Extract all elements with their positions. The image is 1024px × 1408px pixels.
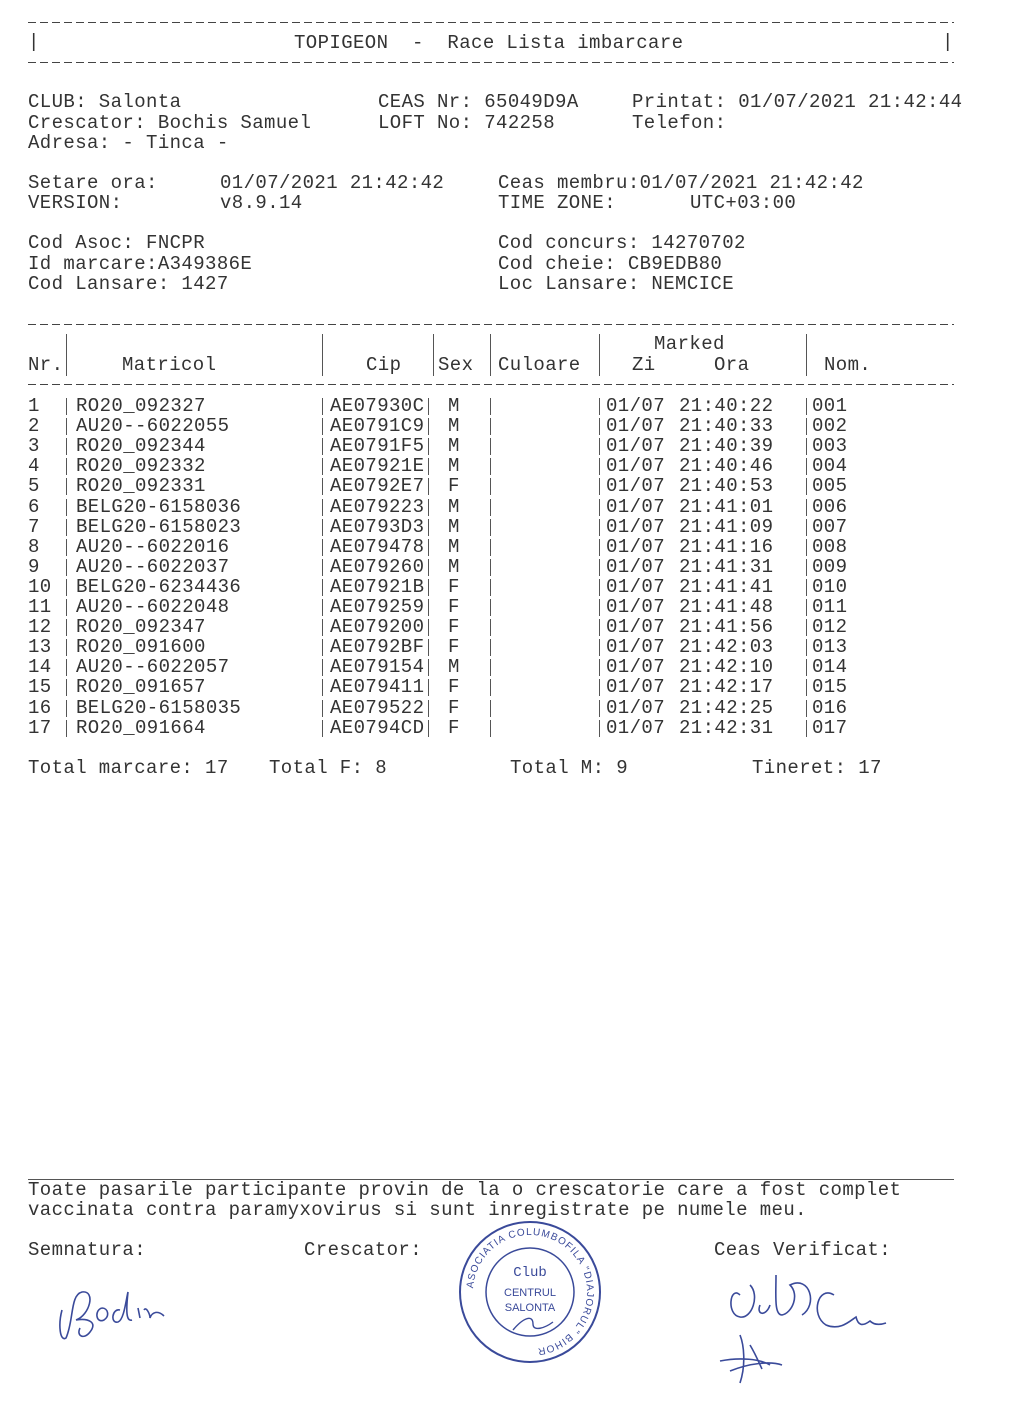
col-divider: [806, 499, 807, 516]
col-divider: [806, 559, 807, 576]
col-divider: [490, 458, 491, 475]
col-divider: [66, 639, 67, 656]
col-header-sex: Sex: [438, 354, 474, 376]
row-nr: 4: [28, 455, 40, 478]
col-divider: [428, 478, 429, 495]
crescator-label: Crescator:: [304, 1239, 423, 1261]
row-sex: F: [448, 696, 460, 719]
col-divider: [322, 639, 323, 656]
row-sex: M: [448, 535, 460, 558]
row-nr: 14: [28, 656, 52, 679]
club-stamp: [455, 1218, 605, 1366]
col-divider: [806, 418, 807, 435]
row-matricol: BELG20-6158035: [76, 696, 242, 719]
total-f: Total F: 8: [269, 757, 388, 779]
col-divider: [66, 519, 67, 536]
row-sex: F: [448, 616, 460, 639]
col-divider: [490, 679, 491, 696]
col-divider: [428, 559, 429, 576]
row-cip: AE0791C9: [330, 415, 425, 438]
col-divider: [428, 398, 429, 415]
col-divider: [599, 478, 600, 495]
col-divider: [428, 539, 429, 556]
col-divider: [322, 478, 323, 495]
cod-cheie: Cod cheie: CB9EDB80: [498, 253, 723, 275]
col-divider: [66, 418, 67, 435]
table-row: [0, 698, 1024, 718]
row-ora: 21:41:31: [679, 555, 774, 578]
row-nr: 10: [28, 575, 52, 598]
col-divider: [806, 679, 807, 696]
row-matricol: AU20--6022037: [76, 555, 230, 578]
row-zi: 01/07: [606, 596, 666, 618]
title-box-top-border: [28, 22, 954, 23]
col-divider: [806, 619, 807, 636]
col-divider: [599, 458, 600, 475]
table-row: [0, 476, 1024, 496]
table-row: [0, 416, 1024, 436]
id-marcare: Id marcare:A349386E: [28, 253, 253, 275]
row-zi: 01/07: [606, 415, 666, 438]
col-divider: [599, 438, 600, 455]
col-divider: [599, 559, 600, 576]
adresa: Adresa: - Tinca -: [28, 132, 229, 154]
col-divider: [806, 334, 807, 376]
stamp-salonta-text: SALONTA: [504, 1302, 556, 1314]
col-divider: [490, 700, 491, 717]
stamp-ring-text: ASOCIATIA COLUMBOFILA "DIAJORUL" BIHOR: [465, 1226, 596, 1357]
total-m: Total M: 9: [510, 757, 629, 779]
row-matricol: BELG20-6158023: [76, 515, 242, 538]
row-ora: 21:41:01: [679, 495, 774, 518]
row-ora: 21:40:39: [679, 435, 774, 458]
col-divider: [599, 619, 600, 636]
row-cip: AE0794CD: [330, 716, 425, 739]
ceas-nr: CEAS Nr: 65049D9A: [378, 91, 579, 113]
col-divider: [599, 579, 600, 596]
version-value: v8.9.14: [220, 192, 303, 214]
row-sex: F: [448, 676, 460, 699]
row-matricol: RO20_092344: [76, 435, 206, 458]
col-divider: [322, 334, 323, 376]
table-row: [0, 537, 1024, 557]
row-nom: 002: [812, 415, 848, 438]
col-divider: [66, 579, 67, 596]
col-divider: [322, 579, 323, 596]
col-divider: [66, 478, 67, 495]
col-divider: [490, 438, 491, 455]
col-header-nr: Nr.: [28, 354, 64, 376]
row-nr: 3: [28, 435, 40, 458]
row-matricol: RO20_092331: [76, 475, 206, 498]
col-divider: [490, 579, 491, 596]
col-divider: [66, 499, 67, 516]
col-header-culoare: Culoare: [498, 354, 581, 376]
table-row: [0, 577, 1024, 597]
col-divider: [806, 519, 807, 536]
row-zi: 01/07: [606, 636, 666, 659]
title-box-left-edge: |: [28, 31, 40, 53]
row-zi: 01/07: [606, 535, 666, 558]
col-divider: [428, 720, 429, 737]
row-ora: 21:42:17: [679, 676, 774, 699]
row-matricol: BELG20-6158036: [76, 495, 242, 518]
row-nr: 9: [28, 555, 40, 578]
row-nom: 006: [812, 495, 848, 518]
row-nom: 014: [812, 656, 848, 679]
col-divider: [490, 559, 491, 576]
row-zi: 01/07: [606, 696, 666, 719]
row-zi: 01/07: [606, 475, 666, 498]
col-divider: [806, 639, 807, 656]
col-divider: [322, 619, 323, 636]
row-ora: 21:42:10: [679, 656, 774, 679]
row-matricol: RO20_091657: [76, 676, 206, 699]
row-cip: AE079154: [330, 656, 425, 679]
row-ora: 21:41:56: [679, 616, 774, 639]
col-divider: [599, 679, 600, 696]
col-divider: [806, 478, 807, 495]
row-cip: AE079259: [330, 596, 425, 618]
row-sex: M: [448, 415, 460, 438]
title-box-right-edge: |: [942, 31, 954, 53]
row-matricol: RO20_091664: [76, 716, 206, 739]
col-divider: [428, 659, 429, 676]
row-ora: 21:40:22: [679, 395, 774, 417]
stamp-club-text: Club: [513, 1265, 547, 1281]
col-divider: [428, 418, 429, 435]
row-nom: 015: [812, 676, 848, 699]
col-divider: [806, 659, 807, 676]
col-header-zi: Zi: [632, 354, 656, 376]
report-title: TOPIGEON - Race Lista imbarcare: [294, 32, 684, 54]
time-zone-label: TIME ZONE:: [498, 192, 617, 214]
col-divider: [322, 720, 323, 737]
row-matricol: BELG20-6234436: [76, 575, 242, 598]
col-divider: [66, 438, 67, 455]
table-row: [0, 396, 1024, 416]
row-sex: M: [448, 455, 460, 478]
col-divider: [66, 334, 67, 376]
row-zi: 01/07: [606, 455, 666, 478]
cod-asoc: Cod Asoc: FNCPR: [28, 232, 206, 254]
row-ora: 21:40:53: [679, 475, 774, 498]
col-divider: [490, 398, 491, 415]
col-divider: [66, 398, 67, 415]
tineret: Tineret: 17: [752, 757, 882, 779]
statement-line-1: Toate pasarile participante provin de la o crescatorie care a fost complet: [28, 1179, 902, 1201]
col-divider: [599, 700, 600, 717]
row-ora: 21:41:16: [679, 535, 774, 558]
row-matricol: AU20--6022057: [76, 656, 230, 679]
row-nom: 009: [812, 555, 848, 578]
telefon: Telefon:: [632, 112, 727, 134]
setare-ora-value: 01/07/2021 21:42:42: [220, 172, 445, 194]
col-divider: [428, 599, 429, 616]
col-divider: [806, 720, 807, 737]
row-nr: 15: [28, 676, 52, 699]
table-row: [0, 657, 1024, 677]
row-nom: 011: [812, 596, 848, 618]
col-divider: [490, 499, 491, 516]
row-sex: F: [448, 475, 460, 498]
col-divider: [428, 499, 429, 516]
col-divider: [599, 720, 600, 737]
row-cip: AE0793D3: [330, 515, 425, 538]
row-ora: 21:41:41: [679, 575, 774, 598]
col-divider: [599, 639, 600, 656]
col-divider: [428, 679, 429, 696]
col-divider: [322, 499, 323, 516]
table-row: [0, 557, 1024, 577]
col-divider: [806, 700, 807, 717]
semnatura-label: Semnatura:: [28, 1239, 147, 1261]
col-divider: [599, 334, 600, 376]
cod-lansare: Cod Lansare: 1427: [28, 273, 229, 295]
col-divider: [322, 458, 323, 475]
row-zi: 01/07: [606, 716, 666, 739]
col-divider: [806, 599, 807, 616]
ceas-membru: Ceas membru:01/07/2021 21:42:42: [498, 172, 864, 194]
col-divider: [599, 418, 600, 435]
col-header-marked: Marked: [654, 333, 725, 355]
row-cip: AE079411: [330, 676, 425, 699]
row-cip: AE079522: [330, 696, 425, 719]
row-zi: 01/07: [606, 495, 666, 518]
col-divider: [428, 700, 429, 717]
table-row: [0, 677, 1024, 697]
row-matricol: AU20--6022048: [76, 596, 230, 618]
col-divider: [490, 539, 491, 556]
table-header-rule: [28, 384, 954, 385]
col-divider: [66, 599, 67, 616]
row-zi: 01/07: [606, 676, 666, 699]
row-nr: 13: [28, 636, 52, 659]
col-divider: [599, 519, 600, 536]
row-sex: M: [448, 515, 460, 538]
loc-lansare: Loc Lansare: NEMCICE: [498, 273, 735, 295]
row-nom: 005: [812, 475, 848, 498]
row-nom: 013: [812, 636, 848, 659]
row-zi: 01/07: [606, 656, 666, 679]
row-nr: 17: [28, 716, 52, 739]
col-divider: [490, 619, 491, 636]
col-divider: [66, 458, 67, 475]
col-divider: [806, 539, 807, 556]
table-top-rule: [28, 324, 954, 325]
row-sex: M: [448, 435, 460, 458]
col-divider: [806, 458, 807, 475]
row-ora: 21:40:33: [679, 415, 774, 438]
row-cip: AE0792BF: [330, 636, 425, 659]
row-sex: F: [448, 596, 460, 618]
col-divider: [322, 559, 323, 576]
col-divider: [66, 659, 67, 676]
col-header-matricol: Matricol: [122, 354, 217, 376]
row-matricol: RO20_091600: [76, 636, 206, 659]
col-divider: [322, 599, 323, 616]
row-cip: AE079200: [330, 616, 425, 639]
row-ora: 21:40:46: [679, 455, 774, 478]
row-nom: 016: [812, 696, 848, 719]
row-nom: 017: [812, 716, 848, 739]
row-cip: AE07921B: [330, 575, 425, 598]
row-sex: M: [448, 555, 460, 578]
row-nom: 010: [812, 575, 848, 598]
col-divider: [490, 519, 491, 536]
row-ora: 21:42:03: [679, 636, 774, 659]
col-header-cip: Cip: [366, 354, 402, 376]
row-nom: 003: [812, 435, 848, 458]
table-row: [0, 436, 1024, 456]
row-nom: 001: [812, 395, 848, 417]
col-header-ora: Ora: [714, 354, 750, 376]
club: CLUB: Salonta: [28, 91, 182, 113]
col-divider: [428, 458, 429, 475]
row-nr: 7: [28, 515, 40, 538]
row-zi: 01/07: [606, 515, 666, 538]
row-nr: 8: [28, 535, 40, 558]
version-label: VERSION:: [28, 192, 123, 214]
col-divider: [490, 639, 491, 656]
col-divider: [322, 700, 323, 717]
row-zi: 01/07: [606, 575, 666, 598]
col-divider: [322, 679, 323, 696]
col-divider: [490, 478, 491, 495]
row-nr: 5: [28, 475, 40, 498]
row-cip: AE0791F5: [330, 435, 425, 458]
title-box-bottom-border: [28, 62, 954, 63]
col-divider: [322, 418, 323, 435]
col-divider: [599, 599, 600, 616]
cod-concurs: Cod concurs: 14270702: [498, 232, 746, 254]
verifier-signature: [700, 1265, 920, 1395]
col-divider: [66, 720, 67, 737]
col-divider: [66, 700, 67, 717]
col-divider: [490, 659, 491, 676]
col-divider: [322, 438, 323, 455]
stamp-centrul-text: CENTRUL: [504, 1287, 556, 1299]
row-ora: 21:42:31: [679, 716, 774, 739]
col-divider: [433, 334, 434, 376]
row-matricol: RO20_092332: [76, 455, 206, 478]
col-divider: [66, 679, 67, 696]
row-cip: AE079260: [330, 555, 425, 578]
row-ora: 21:41:09: [679, 515, 774, 538]
row-nr: 1: [28, 395, 40, 417]
table-row: [0, 718, 1024, 738]
col-divider: [428, 519, 429, 536]
row-ora: 21:42:25: [679, 696, 774, 719]
row-nom: 004: [812, 455, 848, 478]
col-divider: [806, 398, 807, 415]
table-row: [0, 617, 1024, 637]
col-divider: [66, 539, 67, 556]
table-row: [0, 497, 1024, 517]
row-matricol: AU20--6022016: [76, 535, 230, 558]
col-divider: [806, 579, 807, 596]
col-divider: [599, 659, 600, 676]
table-row: [0, 456, 1024, 476]
row-sex: F: [448, 716, 460, 739]
row-ora: 21:41:48: [679, 596, 774, 618]
row-nom: 012: [812, 616, 848, 639]
row-matricol: RO20_092327: [76, 395, 206, 417]
row-nr: 2: [28, 415, 40, 438]
row-zi: 01/07: [606, 395, 666, 417]
col-divider: [490, 599, 491, 616]
row-cip: AE0792E7: [330, 475, 425, 498]
col-divider: [66, 619, 67, 636]
col-divider: [322, 659, 323, 676]
col-header-nom: Nom.: [824, 354, 872, 376]
row-zi: 01/07: [606, 555, 666, 578]
col-divider: [599, 539, 600, 556]
loft-no: LOFT No: 742258: [378, 112, 556, 134]
row-nr: 11: [28, 596, 52, 618]
ceas-verificat-label: Ceas Verificat:: [714, 1239, 892, 1261]
row-nom: 007: [812, 515, 848, 538]
row-nr: 6: [28, 495, 40, 518]
col-divider: [428, 619, 429, 636]
row-sex: M: [448, 395, 460, 417]
col-divider: [322, 398, 323, 415]
row-sex: M: [448, 495, 460, 518]
row-nr: 12: [28, 616, 52, 639]
col-divider: [490, 418, 491, 435]
crescator: Crescator: Bochis Samuel: [28, 112, 312, 134]
time-zone-value: UTC+03:00: [690, 192, 797, 214]
row-cip: AE079223: [330, 495, 425, 518]
table-row: [0, 637, 1024, 657]
printat: Printat: 01/07/2021 21:42:44: [632, 91, 963, 113]
row-nr: 16: [28, 696, 52, 719]
statement-line-2: vaccinata contra paramyxovirus si sunt inregistrate pe numele meu.: [28, 1199, 807, 1221]
row-sex: F: [448, 575, 460, 598]
row-sex: F: [448, 636, 460, 659]
row-cip: AE07921E: [330, 455, 425, 478]
col-divider: [428, 639, 429, 656]
col-divider: [490, 720, 491, 737]
row-sex: M: [448, 656, 460, 679]
table-row: [0, 517, 1024, 537]
row-zi: 01/07: [606, 435, 666, 458]
row-matricol: RO20_092347: [76, 616, 206, 639]
row-nom: 008: [812, 535, 848, 558]
row-zi: 01/07: [606, 616, 666, 639]
row-cip: AE079478: [330, 535, 425, 558]
row-matricol: AU20--6022055: [76, 415, 230, 438]
col-divider: [490, 334, 491, 376]
setare-ora-label: Setare ora:: [28, 172, 158, 194]
col-divider: [428, 579, 429, 596]
col-divider: [599, 398, 600, 415]
total-marcare: Total marcare: 17: [28, 757, 229, 779]
col-divider: [66, 559, 67, 576]
col-divider: [599, 499, 600, 516]
row-cip: AE07930C: [330, 395, 425, 417]
col-divider: [322, 539, 323, 556]
col-divider: [428, 438, 429, 455]
breeder-signature: [40, 1270, 170, 1350]
table-row: [0, 597, 1024, 617]
col-divider: [806, 438, 807, 455]
col-divider: [322, 519, 323, 536]
